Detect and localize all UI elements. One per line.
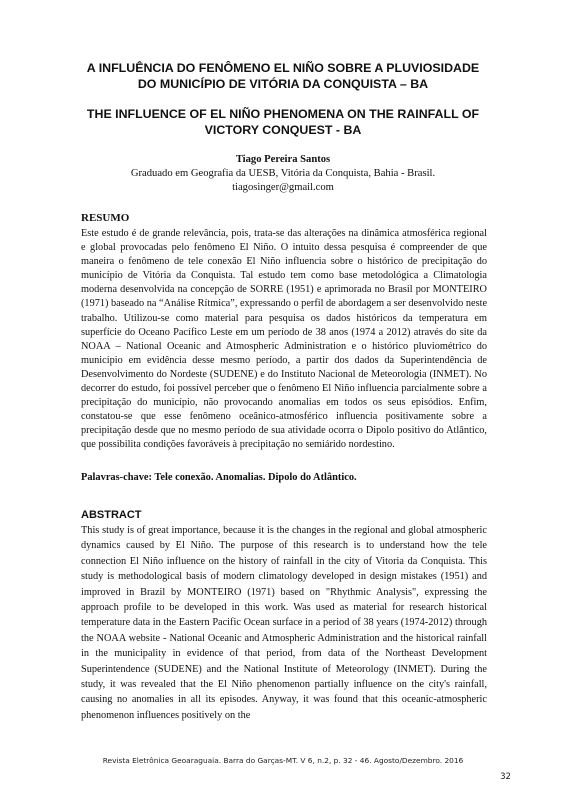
- title-portuguese-line-2: DO MUNICÍPIO DE VITÓRIA DA CONQUISTA – BA: [137, 77, 429, 91]
- page-number: 32: [500, 772, 511, 782]
- author-affiliation: Graduado em Geografia da UESB, Vitória da Conquista, Bahia - Brasil.: [130, 168, 436, 179]
- title-english: [60, 106, 506, 138]
- author-block: [60, 153, 506, 195]
- keywords: Palavras-chave: Tele conexão. Anomalias. Dipolo do Atlântico.: [81, 472, 357, 483]
- title-english-line-1: THE INFLUENCE OF EL NIÑO PHENOMENA ON THE RAINFALL OF: [86, 107, 480, 121]
- resumo-heading: RESUMO: [81, 212, 130, 224]
- journal-footer: Revista Eletrônica Geoaraguaia. Barra do Garças-MT. V 6, n.2, p. 32 - 46. Agosto/Dezembro. 2016: [102, 756, 464, 765]
- author-email: tiagosinger@gmail.com: [232, 182, 334, 193]
- title-portuguese: [60, 60, 506, 92]
- abstract-heading: ABSTRACT: [81, 509, 142, 521]
- resumo-body: Este estudo é de grande relevância, pois, trata-se das alterações na dinâmica atmosférica regional e global provocadas pelo fenômeno El Niño. O intuito dessa pesquisa é compreender de que maneira o fenômeno de tele conexão El Niño influencia sobre o histórico de precipitação do município de Vitória da Conquista. Tal estudo tem como base metodológica a Climatologia moderna desenvolvida na concepção de SORRE (1951) e aprimorada no Brasil por MONTEIRO (1971) baseado na “Análise Rítmica”, expressando o perfil de abordagem a ser desenvolvido neste trabalho. Utilizou-se como material para pesquisa os dados históricos da temperatura em superfície do Oceano Pacífico Leste em um período de 38 anos (1974 a 2012) através do site da NOAA – National Oceanic and Atmospheric Administration e o histórico pluviométrico do município em evidência desse mesmo período, a partir dos dados da Superintendência de Desenvolvimento do Nordeste (SUDENE) e do Instituto Nacional de Meteorologia (INMET). No decorrer do estudo, foi possível perceber que o fenômeno El Niño influencia parcialmente sobre a precipitação do município, não provocando anomalias em todos os seus episódios. Enfim, constatou-se que esse fenômeno oceânico-atmosférico influencia positivamente sobre a precipitação desde que no mesmo período de sua atividade ocorra o Dipolo positivo do Atlântico, que possibilita condições favoráveis à precipitação no semiárido nordestino.: [81, 228, 488, 451]
- author-name: Tiago Pereira Santos: [235, 154, 331, 165]
- title-english-line-2: VICTORY CONQUEST - BA: [204, 123, 362, 137]
- title-portuguese-line-1: A INFLUÊNCIA DO FENÔMENO EL NIÑO SOBRE A PLUVIOSIDADE: [86, 61, 480, 75]
- abstract-body: This study is of great importance, because it is the changes in the regional and global atmospheric dynamics caused by El Niño. The purpose of this research is to understand how the tele connection El Niño influence on the history of rainfall in the city of Vitoria da Conquista. This study is methodological basis of modern climatology developed in design mistakes (1951) and improved in Brazil by MONTEIRO (1971) based on "Rhythmic Analysis", expressing the approach profile to be developed in this work. Was used as material for research historical temperature data in the Eastern Pacific Ocean surface in a period of 38 years (1974-2012) through the NOAA website - National Oceanic and Atmospheric Administration and the historical rainfall in the municipality in evidence of that period, from data of the Northeast Development Superintendence (SUDENE) and the National Institute of Meteorology (INMET). During the study, it was revealed that the El Niño phenomenon partially influence on the city's rainfall, causing no anomalies in all its episodes. Anyway, it was found that this oceanic-atmospheric phenomenon influences positively on the: [81, 525, 487, 721]
